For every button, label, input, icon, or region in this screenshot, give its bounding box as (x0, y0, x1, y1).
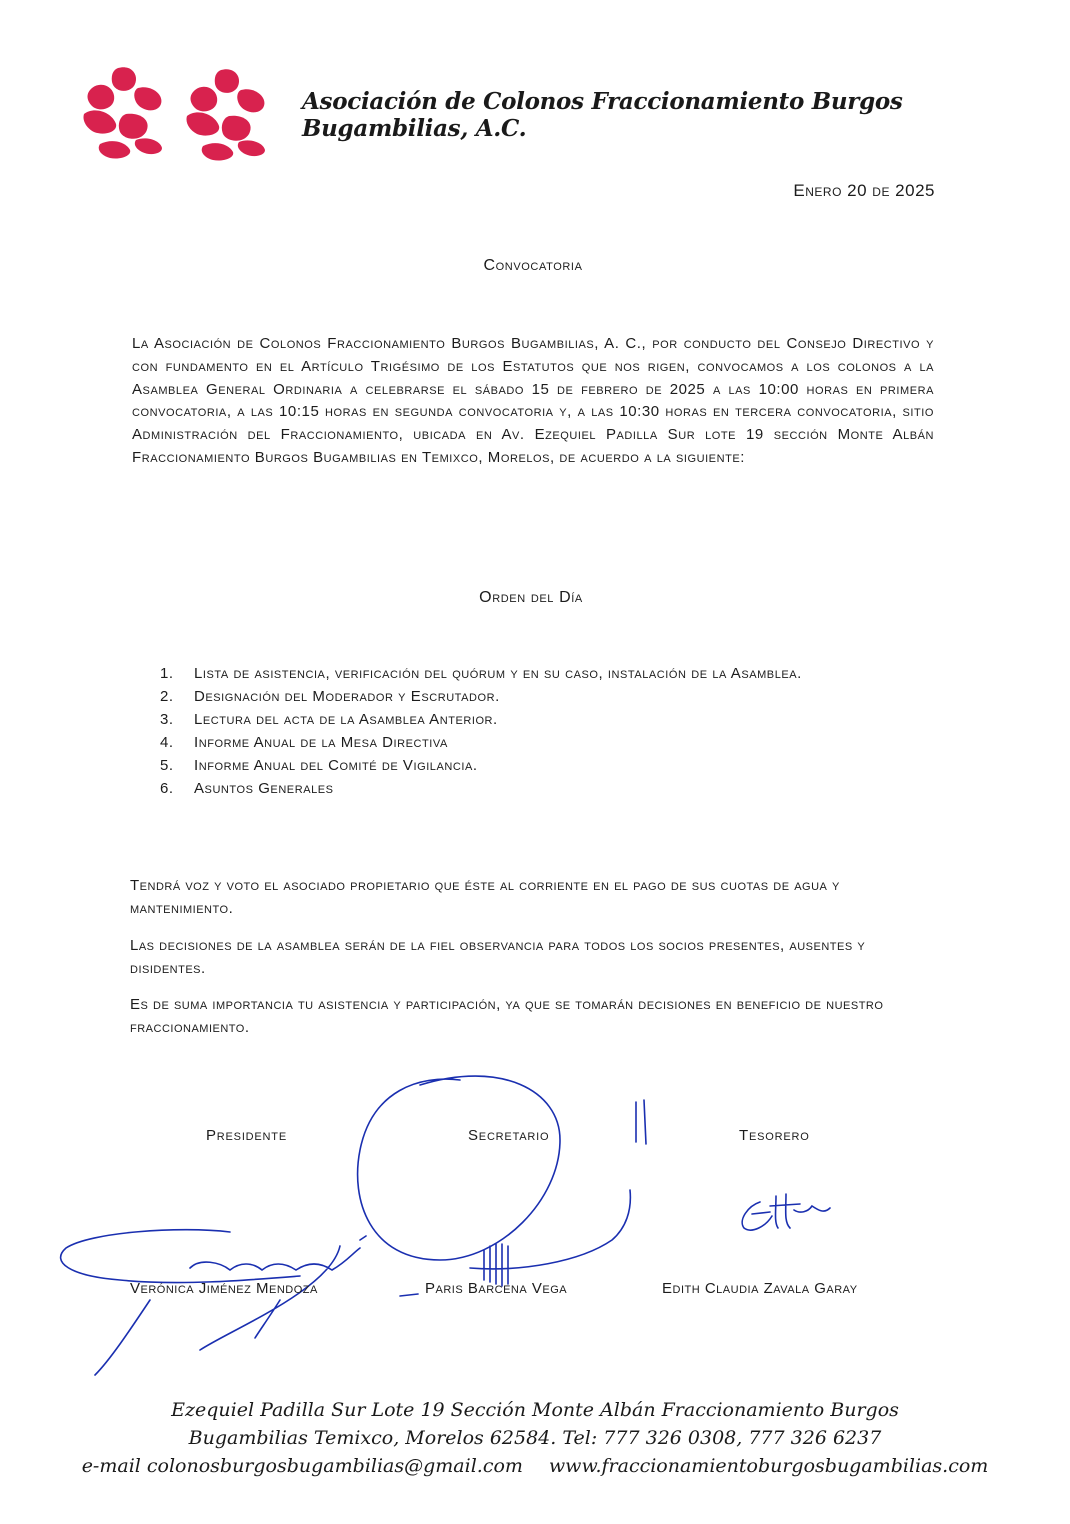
agenda-item-number: 2. (160, 688, 174, 705)
letter-date: Enero 20 de 2025 (793, 181, 935, 200)
agenda-item-text: Asuntos Generales (194, 780, 334, 797)
agenda-item (160, 662, 935, 685)
agenda-item-number: 5. (160, 757, 174, 774)
footer-contact (0, 1452, 1070, 1480)
agenda-title: Orden del Día (479, 589, 583, 606)
treasurer-name: Edith Claudia Zavala Garay (662, 1280, 858, 1297)
agenda-item-text: Designación del Moderador y Escrutador. (194, 688, 500, 705)
agenda-item-text: Lista de asistencia, verificación del quórum y en su caso, instalación de la Asamblea. (194, 665, 802, 682)
agenda-item (160, 777, 935, 800)
logo-flower-right (186, 69, 265, 160)
organization-name: Asociación de Colonos Fraccionamiento Burgos Bugambilias, A.C. (302, 88, 903, 142)
president-signature (61, 1230, 366, 1375)
convocation-body: La Asociación de Colonos Fraccionamiento Burgos Bugambilias, A. C., por conducto del Consejo Directivo y con fundamento en el Artículo Trigésimo de los Estatutos que nos rigen, convocamos a los colonos a la Asamblea General Ordinaria a celebrarse el sábado 15 de febrero de 2025 a las 10:00 horas en primera convocatoria, a las 10:15 horas en segunda convocatoria y, a las 10:30 horas en tercera convocatoria, sitio Administración del Fraccionamiento, ubicada en Av. Ezequiel Padilla Sur lote 19 sección Monte Albán Fraccionamiento Burgos Bugambilias en Temixco, Morelos, de acuerdo a la siguiente: (132, 335, 934, 466)
footer-website[interactable]: www.fraccionamientoburgosbugambilias.com (548, 1455, 989, 1477)
treasurer-signature (742, 1194, 830, 1230)
president-name: Verónica Jiménez Mendoza (130, 1280, 318, 1297)
agenda-item-number: 4. (160, 734, 174, 751)
agenda-item-text: Informe Anual de la Mesa Directiva (194, 734, 448, 751)
agenda-item (160, 685, 935, 708)
role-treasurer: Tesorero (739, 1127, 810, 1144)
agenda-item-number: 1. (160, 665, 174, 682)
decisions-paragraph: Las decisiones de la asamblea serán de la fiel observancia para todos los socios presentes, ausentes y disidentes. (130, 937, 866, 977)
agenda-item (160, 731, 935, 754)
document-title: Convocatoria (483, 257, 583, 274)
footer (0, 1396, 1070, 1480)
agenda-item-number: 3. (160, 711, 174, 728)
footer-address-line2: Bugambilias Temixco, Morelos 62584. Tel: 777 326 0308, 777 326 6237 (188, 1427, 882, 1449)
agenda-item-number: 6. (160, 780, 174, 797)
role-secretary: Secretario (468, 1127, 550, 1144)
attendance-paragraph: Es de suma importancia tu asistencia y participación, ya que se tomarán decisiones en beneficio de nuestro fraccionamiento. (130, 996, 884, 1036)
secretary-name: Paris Barcena Vega (425, 1280, 568, 1297)
red-flower-petals-logo (80, 62, 275, 172)
agenda-item-text: Informe Anual del Comité de Vigilancia. (194, 757, 478, 774)
agenda-item-text: Lectura del acta de la Asamblea Anterior. (194, 711, 498, 728)
agenda-item (160, 754, 935, 777)
logo-flower-left (83, 67, 162, 158)
agenda-item (160, 708, 935, 731)
voting-rights-paragraph: Tendrá voz y voto el asociado propietario que éste al corriente en el pago de sus cuotas de agua y mantenimiento. (130, 877, 840, 917)
role-president: Presidente (206, 1127, 287, 1144)
agenda-list (160, 662, 935, 800)
footer-address-line1: Ezequiel Padilla Sur Lote 19 Sección Monte Albán Fraccionamiento Burgos (171, 1399, 899, 1421)
secretary-signature (358, 1076, 646, 1296)
footer-email[interactable]: e-mail colonosburgosbugambilias@gmail.com (81, 1455, 523, 1477)
